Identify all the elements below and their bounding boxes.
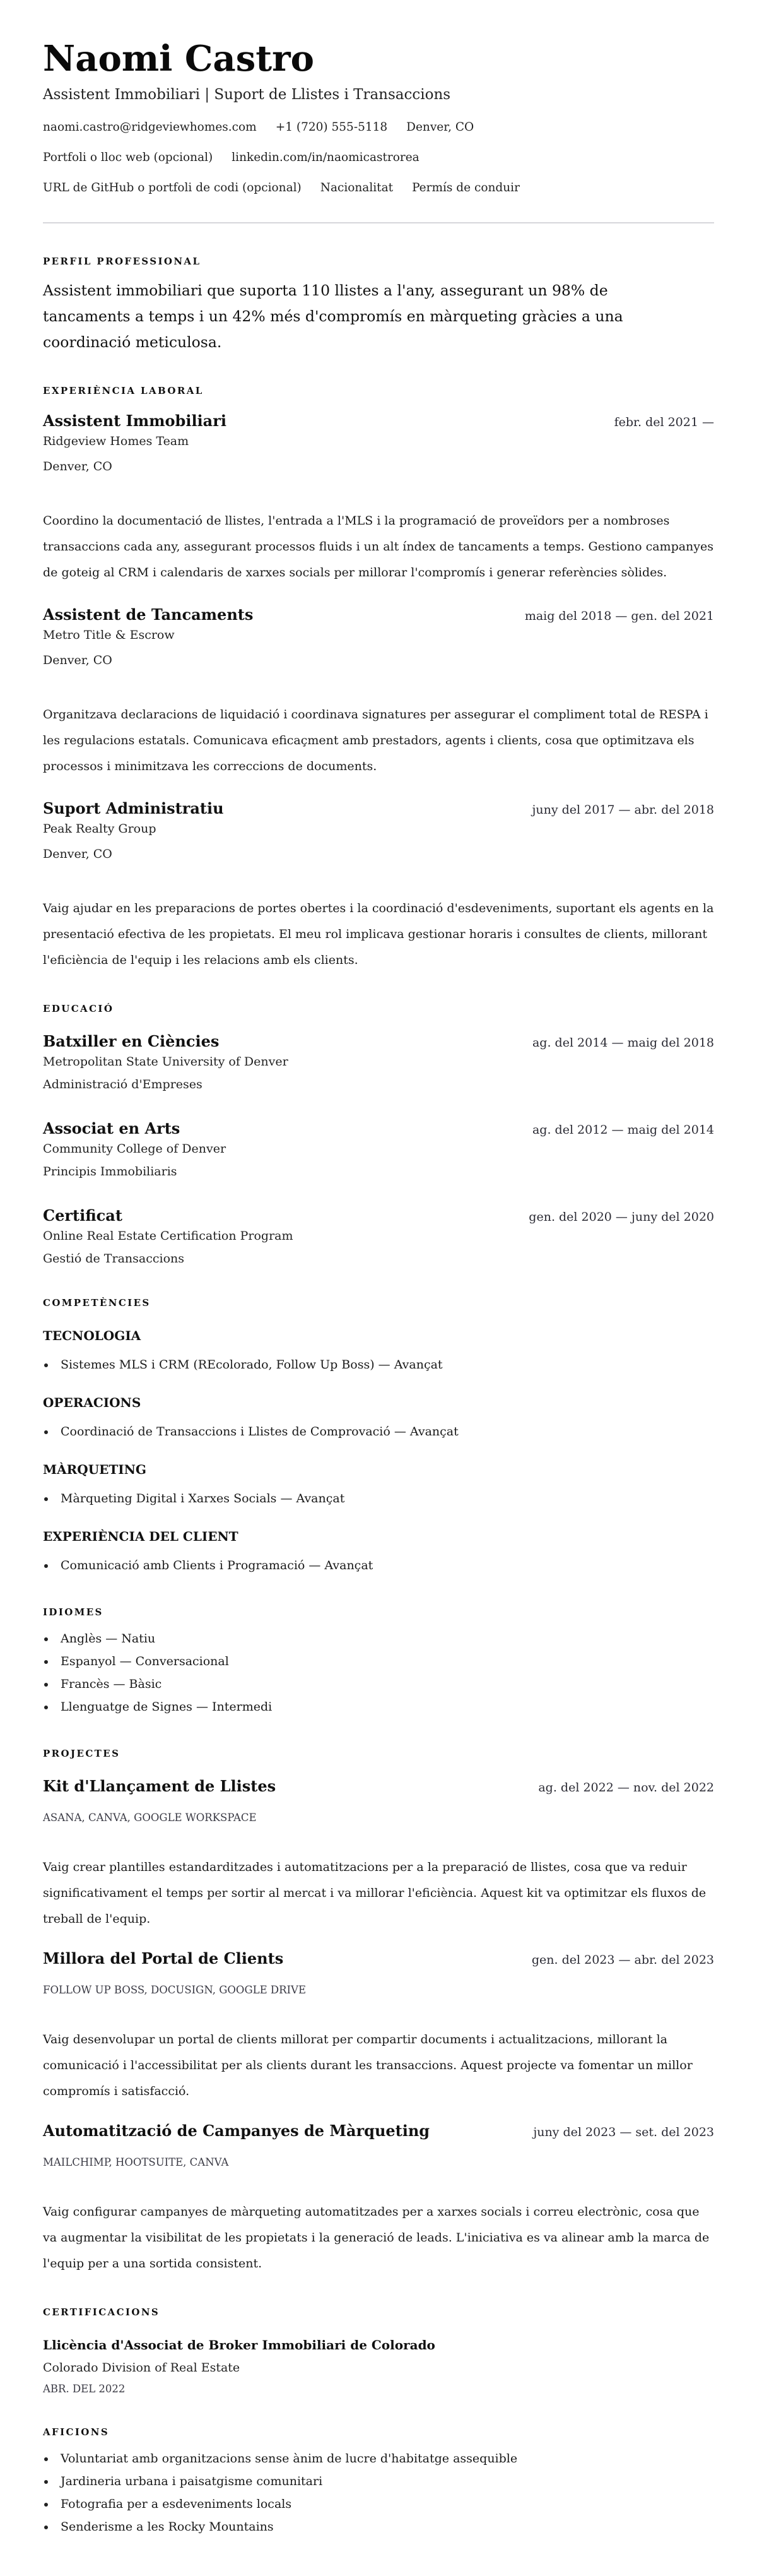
project-description: Vaig crear plantilles estandarditzades i automatitzacions per a la preparació de llistes, cosa que va reduir significativament el temps per sortir al mercat i va millorar l'eficiència. Aquest kit va optimitzar els fluxos de treball de l'equip. [43,1860,707,1926]
contact-row [43,173,714,203]
location-text: Denver, CO [406,121,474,134]
project-dates: juny del 2023 — set. del 2023 [533,2125,714,2139]
project-name: Millora del Portal de Clients [43,1949,284,1968]
language-item: Espanyol — Conversacional [43,1650,714,1673]
project-entry [43,1776,714,1932]
skill-item: Sistemes MLS i CRM (REcolorado, Follow Up Boss) — Avançat [43,1353,714,1376]
certification-entry [43,2336,714,2397]
job-company: Ridgeview Homes Team [43,434,189,448]
school-name: Online Real Estate Certification Program [43,1229,293,1243]
job-title: Suport Administratiu [43,799,224,817]
section-title: PROJECTES [43,1748,120,1759]
header-divider [43,222,714,223]
languages-section [43,1606,714,1718]
job-entry [43,605,714,780]
portfolio-link[interactable]: Portfoli o lloc web (opcional) [43,151,213,164]
job-company: Metro Title & Escrow [43,628,175,642]
skill-category-name: EXPERIÈNCIA DEL CLIENT [43,1529,238,1544]
resume-header [43,37,714,223]
nationality-text: Nacionalitat [320,181,394,194]
hobby-item: Senderisme a les Rocky Mountains [43,2515,714,2538]
job-company: Peak Realty Group [43,822,156,836]
project-entry [43,2121,714,2277]
school-name: Metropolitan State University of Denver [43,1055,288,1069]
education-dates: ag. del 2014 — maig del 2018 [532,1036,714,1050]
job-dates: maig del 2018 — gen. del 2021 [524,609,714,623]
hobby-item: Jardineria urbana i paisatgisme comunitari [43,2470,714,2493]
project-dates: gen. del 2023 — abr. del 2023 [531,1953,714,1967]
candidate-name: Naomi Castro [43,38,314,80]
section-title: EDUCACIÓ [43,1003,114,1014]
job-location: Denver, CO [43,460,112,473]
project-name: Automatització de Campanyes de Màrqueting [43,2122,430,2140]
skill-category [43,1528,714,1577]
linkedin-link[interactable]: linkedin.com/in/naomicastrorea [232,151,420,164]
skill-category-name: TECNOLOGIA [43,1328,141,1343]
education-entry [43,1119,714,1180]
education-dates: gen. del 2020 — juny del 2020 [529,1210,714,1224]
github-link[interactable]: URL de GitHub o portfoli de codi (opcional) [43,181,302,194]
job-location: Denver, CO [43,847,112,861]
education-section [43,1002,714,1267]
skill-item: Màrqueting Digital i Xarxes Socials — Avançat [43,1487,714,1510]
project-dates: ag. del 2022 — nov. del 2022 [538,1781,714,1795]
job-title: Assistent Immobiliari [43,412,226,430]
field-of-study: Principis Immobiliaris [43,1165,177,1178]
job-description: Coordino la documentació de llistes, l'entrada a l'MLS i la programació de proveïdors per a nombroses transaccions cada any, assegurant processos fluids i un alt índex de tancaments a temps. Gestiono campanyes de goteig al CRM i calendaris de xarxes socials per millorar l'compromís i generar referències sòlides. [43,514,714,579]
skill-category-name: MÀRQUETING [43,1462,146,1477]
degree-title: Associat en Arts [43,1119,180,1137]
hobby-item: Fotografia per a esdeveniments locals [43,2493,714,2515]
phone-link[interactable]: +1 (720) 555-5118 [275,121,388,134]
project-description: Vaig configurar campanyes de màrqueting automatitzades per a xarxes socials i correu electrònic, cosa que va augmentar la visibilitat de les propietats i la generació de leads. L'iniciativa es va alinear amb la marca de l'equip per a una sortida consistent. [43,2205,710,2270]
section-title: CERTIFICACIONS [43,2306,160,2318]
field-of-study: Administració d'Empreses [43,1077,202,1091]
language-item: Llenguatge de Signes — Intermedi [43,1695,714,1718]
project-description: Vaig desenvolupar un portal de clients millorat per compartir documents i actualitzacions, millorant la comunicació i l'accessibilitat per als clients durant les transaccions. Aquest projecte va fomentar un millor compromís i satisfacció. [43,2033,693,2098]
degree-title: Certificat [43,1206,122,1225]
job-dates: febr. del 2021 — [614,415,714,429]
email-link[interactable]: naomi.castro@ridgeviewhomes.com [43,121,257,134]
hobby-item: Voluntariat amb organitzacions sense ànim de lucre d'habitatge assequible [43,2447,714,2470]
summary-section [43,255,714,355]
job-entry [43,798,714,973]
project-name: Kit d'Llançament de Llistes [43,1777,276,1795]
job-dates: juny del 2017 — abr. del 2018 [532,803,714,817]
contact-row [43,112,714,143]
degree-title: Batxiller en Ciències [43,1032,220,1050]
project-entry [43,1949,714,2104]
job-title: Assistent de Tancaments [43,605,254,624]
certification-name: Llicència d'Associat de Broker Immobiliari de Colorado [43,2337,435,2353]
certifications-section [43,2306,714,2397]
job-entry [43,411,714,586]
hobbies-section [43,2426,714,2538]
section-title: COMPETÈNCIES [43,1297,151,1309]
contact-row [43,143,714,173]
contact-info [43,112,714,203]
section-title: IDIOMES [43,1606,103,1618]
driving-license-text: Permís de conduir [412,181,520,194]
skill-item: Comunicació amb Clients i Programació — Avançat [43,1554,714,1577]
section-title: AFICIONS [43,2426,110,2438]
certification-issuer: Colorado Division of Real Estate [43,2361,240,2375]
project-tools: FOLLOW UP BOSS, DOCUSIGN, GOOGLE DRIVE [43,1984,307,1996]
skill-category [43,1461,714,1510]
skills-section [43,1297,714,1577]
section-title: EXPERIÈNCIA LABORAL [43,385,204,396]
education-dates: ag. del 2012 — maig del 2014 [532,1123,714,1137]
summary-text: Assistent immobiliari que suporta 110 llistes a l'any, assegurant un 98% de tancaments a temps i un 42% més d'compromís en màrqueting gràcies a una coordinació meticulosa. [43,282,623,351]
school-name: Community College of Denver [43,1142,226,1156]
language-item: Francès — Bàsic [43,1673,714,1695]
language-item: Anglès — Natiu [43,1627,714,1650]
job-description: Vaig ajudar en les preparacions de portes obertes i la coordinació d'esdeveniments, suportant els agents en la presentació efectiva de les propietats. El meu rol implicava gestionar horaris i consultes de clients, millorant l'eficiència de l'equip i les relacions amb els clients. [43,901,714,967]
education-entry [43,1031,714,1093]
job-description: Organitzava declaracions de liquidació i coordinava signatures per assegurar el compliment total de RESPA i les regulacions estatals. Comunicava eficaçment amb prestadors, agents i clients, cosa que optimitzava els processos i minimitzava les correccions de documents. [43,708,708,773]
skill-category-name: OPERACIONS [43,1395,141,1410]
experience-section [43,384,714,973]
skill-item: Coordinació de Transaccions i Llistes de Comprovació — Avançat [43,1420,714,1443]
project-tools: ASANA, CANVA, GOOGLE WORKSPACE [43,1812,257,1824]
job-location: Denver, CO [43,653,112,667]
certification-date: ABR. DEL 2022 [43,2383,126,2395]
education-entry [43,1206,714,1267]
project-tools: MAILCHIMP, HOOTSUITE, CANVA [43,2156,229,2168]
section-title: PERFIL PROFESSIONAL [43,256,201,267]
field-of-study: Gestió de Transaccions [43,1252,184,1266]
skill-category [43,1327,714,1376]
skill-category [43,1394,714,1443]
projects-section [43,1747,714,2277]
headline: Assistent Immobiliari | Suport de Llistes i Transaccions [43,86,451,103]
